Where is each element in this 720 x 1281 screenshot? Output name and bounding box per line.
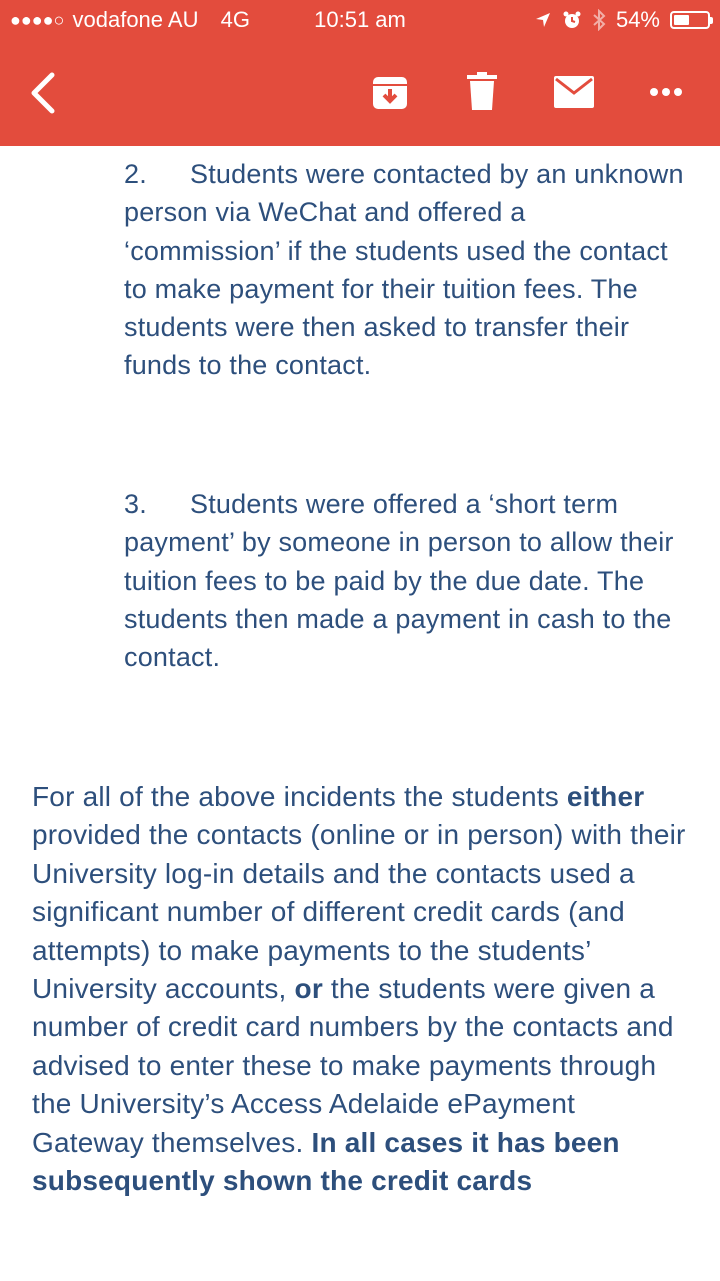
carrier-name: vodafone AU [72,7,199,32]
network-type: 4G [220,7,250,32]
emphasis-or: or [294,973,323,1005]
list-item-number: 3. [124,489,147,519]
alarm-clock-icon [562,10,582,30]
list-item-2 [124,155,684,385]
battery-icon [670,11,710,29]
battery-level-fill [674,15,689,25]
mark-unread-button[interactable] [550,68,598,116]
archive-icon [371,73,409,111]
more-options-button[interactable] [642,68,690,116]
trash-icon [466,72,498,112]
delete-button[interactable] [458,68,506,116]
app-header [0,0,720,146]
summary-paragraph [32,778,692,1200]
emphasis-conclusion: In all cases it has been subsequently shown the credit cards [32,1126,620,1197]
battery-percent: 54% [615,7,660,32]
summary-text: provided the contacts (online or in person) with their University log-in details and the contacts used a significant number of different credit cards (and attempts) to make payments to the students’ University accounts, [32,819,686,1005]
bluetooth-icon [592,9,606,31]
emphasis-either: either [566,781,645,812]
status-bar [0,0,720,40]
signal-strength: ●●●●○ [10,10,65,30]
list-item-3 [124,485,684,676]
status-time: 10:51 am [314,7,406,32]
summary-text: the students were given a number of credit card numbers by the contacts and advised to enter these to make payments through the University’s Access Adelaide ePayment Gateway themselves [32,973,674,1158]
archive-button[interactable] [366,68,414,116]
summary-text: For all of the above incidents the students [32,781,567,812]
list-item-text: Students were contacted by an unknown person via WeChat and offered a ‘commission’ if the students used the contact to make payment for their tuition fees. The students were then asked to transfer their funds to the contact. [124,159,684,381]
email-body [0,146,720,1281]
status-right [534,7,710,33]
back-chevron-icon [28,71,58,115]
mail-icon [554,76,594,108]
location-arrow-icon [534,11,552,29]
email-toolbar [0,40,720,146]
more-dots-icon [649,87,683,97]
list-item-number: 2. [124,159,147,189]
list-item-text: Students were offered a ‘short term payment’ by someone in person to allow their tuition fees to be paid by the due date. The students then made a payment in cash to the contact. [124,489,674,673]
back-button[interactable] [18,58,68,128]
summary-period: . [295,1126,304,1158]
